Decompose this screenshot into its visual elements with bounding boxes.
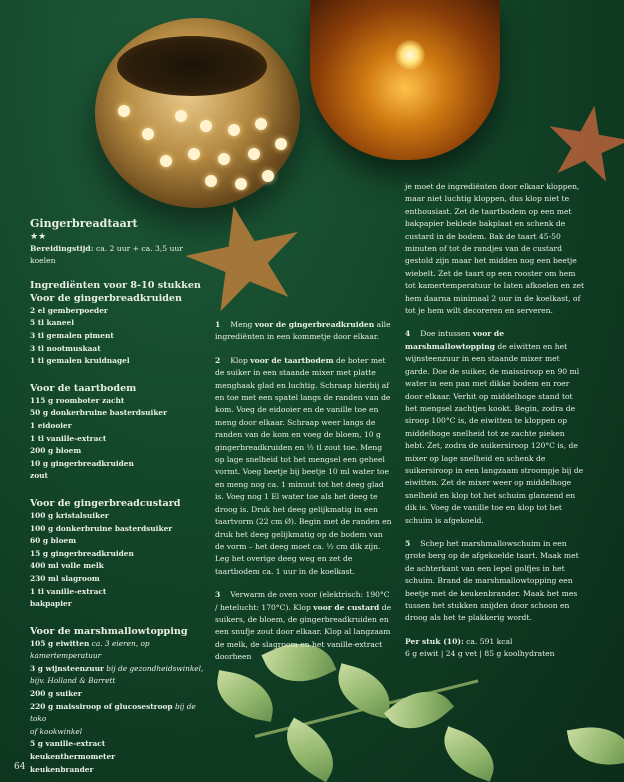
step-1	[215, 319, 393, 344]
ingredient: 100 g kristalsuiker	[30, 510, 109, 520]
servings-heading: Ingrediënten voor 8-10 stukken	[30, 279, 201, 291]
ingredient: 50 g donkerbruine basterdsuiker	[30, 408, 168, 418]
ingredient: 5 g vanille-extract	[30, 739, 106, 749]
step-number: 3	[215, 590, 221, 600]
step-emphasis: voor de marshmallowtopping	[405, 329, 505, 351]
step-2	[215, 355, 393, 578]
step-text: de boter met de suiker in een staande mixer met platte menghaak glad en luchtig. Schraap hierbij af en toe met een spatel langs de randen van de kom. Voeg de eidooier en de vanille toe en meng door elkaar. Schraap weer langs de randen van de kom en voeg de bloem, 10 g gingerbreadkruiden en ½ tl zout toe. Meng op lage snelheid tot het mengsel een geheel vormt. Voeg beetje bij beetje 10 ml water toe en meng nog ca. 1 minuut tot het deeg glad is. Voeg nog 1 El water toe als het deeg te droog is. Druk het deeg gelijkmatig in een taartvorm (22 cm Ø). Begin met de randen en druk het deeg gelijkmatig op de bodem van de vorm – het deeg moet ca. ½ cm dik zijn. Leg het overige deeg weg en zet de taartbodem ca. 1 uur in de koelkast.	[215, 355, 392, 576]
ingredients-column	[30, 217, 210, 776]
candle-flame	[395, 40, 425, 70]
copper-star-decoration	[539, 98, 624, 192]
ingredient: zout	[30, 471, 48, 481]
prep-time-value: ca. 2 uur + ca. 3,5 uur koelen	[30, 244, 183, 266]
ingredient	[30, 701, 210, 726]
eucalyptus-leaf	[384, 676, 454, 744]
ingredient: 400 ml volle melk	[30, 561, 104, 571]
ingredient	[30, 663, 210, 676]
ingredient-name: 105 g eiwitten	[30, 638, 90, 648]
nutrition-info	[405, 636, 585, 661]
holder-hole	[200, 120, 212, 132]
step-number: 4	[405, 329, 411, 339]
ingredient: 3 tl gemalen piment	[30, 331, 114, 340]
ingredient: 1 tl vanille-extract	[30, 586, 107, 596]
ingredient: 115 g roomboter zacht	[30, 395, 125, 405]
ingredient: 1 eidooier	[30, 420, 72, 430]
holder-hole	[248, 148, 260, 160]
eucalyptus-leaf	[212, 670, 278, 722]
ingredient: keukenthermometer	[30, 752, 116, 762]
step-emphasis: voor de custard	[313, 602, 380, 612]
recipe-title: Gingerbreadtaart	[30, 217, 138, 230]
holder-hole	[142, 128, 154, 140]
step-text: Meng	[230, 320, 255, 329]
ingredient: 1 tl vanille-extract	[30, 433, 107, 443]
step-3-continued: je moet de ingrediënten door elkaar kloppen, maar niet luchtig kloppen, dus klop niet te enthousiast. Zet de taartbodem op een met bakpapier beklede bakplaat en schenk de custard in de bodem. Bak de taart 45-50 minuten of tot de randjes van de custard gestold zijn maar het midden nog een beetje wiebelt. Zet de taart op een rooster om hem tot kamertemperatuur te laten afkoelen en zet hem daarna minimaal 2 uur in de koelkast, of tot je hem wilt decoreren en serveren.	[405, 182, 585, 316]
holder-hole	[228, 124, 240, 136]
holder-hole	[188, 148, 200, 160]
step-4	[405, 328, 585, 527]
ingredient	[30, 675, 210, 688]
ingredient: keukenbrander	[30, 764, 94, 774]
section-heading: Voor de gingerbreadkruiden	[30, 292, 183, 304]
ingredient-name: 220 g maissiroop of glucosestroop	[30, 701, 173, 711]
step-text: Schep het marshmallowschuim in een grote berg op de afgekoelde taart. Maak met de achterkant van een lepel golfjes in het schuim. Brand de marshmallowtopping een beetje met de keukenbrander. Maak het mes tussen het stukken snijden door schoon en droog als het te plakkerig wordt.	[405, 538, 579, 623]
holder-hole	[205, 175, 217, 187]
method-column-2	[405, 181, 585, 661]
ingredient: 5 tl kaneel	[30, 318, 75, 328]
holder-hole	[255, 118, 267, 130]
ingredient	[30, 726, 210, 739]
ingredient-note: bij de gezondheidswinkel,	[103, 663, 204, 673]
step-number: 5	[405, 538, 411, 548]
holder-hole	[160, 155, 172, 167]
section-heading: Voor de marshmallowtopping	[30, 625, 188, 637]
ingredient-note: ca. 3 eieren, op kamertemperatuur	[30, 638, 150, 661]
step-5	[405, 538, 585, 625]
step-text: Doe intussen	[420, 329, 473, 339]
prep-time	[30, 243, 210, 268]
ingredient-note: bij de toko	[30, 701, 196, 724]
nutrition-label: Per stuk (10):	[405, 636, 464, 646]
step-text: Verwarm de oven voor (elektrisch: 190°C / hetelucht: 170°C). Klop	[215, 590, 390, 612]
step-text: de eiwitten en het wijnsteenzuur in een staande mixer met garde. Doe de suiker, de maissiroop en 90 ml water in een pan met dikke bodem en roer door elkaar. Verhit op middelhoge stand tot het mengsel zachtjes kookt. Begin, zodra de siroop 100°C is, de eiwitten te kloppen op middelhoge snelheid tot ze zachte pieken hebt. Zet, zodra de suikersiroop 120°C is, de mixer op lage snelheid en schenk de suikersiroop in een langzaam stroompje bij de eiwitten. Zet de mixer weer op middelhoge snelheid en klop tot het schuim glanzend en dik is. Voeg de vanille toe en klop tot het schuim is afgekoeld.	[405, 341, 584, 525]
ingredient: bakpapier	[30, 599, 72, 609]
ingredient-name: 3 g wijnsteenzuur	[30, 663, 104, 673]
prep-time-label: Bereidingstijd:	[30, 244, 94, 253]
holder-hole	[118, 105, 130, 117]
holder-hole	[275, 138, 287, 150]
ingredient: 60 g bloem	[30, 536, 77, 546]
step-emphasis: voor de gingerbreadkruiden	[254, 320, 375, 329]
ingredient	[30, 638, 210, 663]
ingredient: 1 tl gemalen kruidnagel	[30, 356, 130, 366]
ingredient: 200 g bloem	[30, 446, 82, 456]
step-text: de suikers, de bloem, de gingerbreadkruiden en een snufje zout door elkaar. Klop al langzaam de melk, de slagroom en het vanille-extract doorheen	[215, 602, 392, 662]
ingredient: 2 el gemberpoeder	[30, 305, 108, 315]
section-heading: Voor de gingerbreadcustard	[30, 497, 181, 509]
difficulty-rating: ★★	[30, 232, 47, 242]
nutrition-kcal: ca. 591 kcal	[463, 636, 513, 646]
step-text: Klop	[230, 355, 251, 365]
ingredient-note: of kookwinkel	[30, 726, 83, 736]
ingredient-note: bijv. Holland & Barrett	[30, 676, 116, 686]
holder-hole	[235, 178, 247, 190]
ingredient: 230 ml slagroom	[30, 573, 100, 583]
page-number: 64	[14, 762, 26, 772]
holder-hole	[262, 170, 274, 182]
holder-hole	[175, 110, 187, 122]
ingredient: 3 tl nootmuskaat	[30, 343, 101, 353]
step-text: alle ingrediënten in een kommetje door elkaar.	[215, 320, 391, 342]
ingredient: 10 g gingerbreadkruiden	[30, 458, 134, 468]
nutrition-detail: 6 g eiwit | 24 g vet | 85 g koolhydraten	[405, 649, 555, 659]
eucalyptus-leaf	[567, 720, 624, 772]
ingredient: 100 g donkerbruine basterdsuiker	[30, 523, 173, 533]
ingredient: 200 g suiker	[30, 689, 82, 699]
step-3	[215, 589, 393, 663]
step-number: 1	[215, 320, 221, 329]
eucalyptus-leaf	[435, 726, 502, 782]
amber-glass-candle-holder	[310, 0, 500, 160]
ingredient: 15 g gingerbreadkruiden	[30, 548, 134, 558]
method-column-1	[215, 319, 393, 675]
section-heading: Voor de taartbodem	[30, 382, 137, 394]
holder-hole	[218, 153, 230, 165]
step-emphasis: voor de taartbodem	[250, 355, 334, 365]
step-number: 2	[215, 355, 221, 365]
